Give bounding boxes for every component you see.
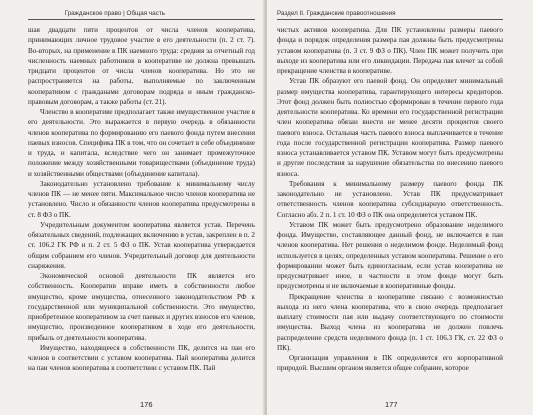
paragraph: Членство в кооперативе предполагает также имущественное участие в его деятельности. Это выражается в первую очередь в обязанности членов кооператива по формированию его паевого фонда путем внесения паевых взносов. Специфика ПК в том, что он сочетает в себе объединение и труда, и капитала, вследствие чего он занимает промежуточное положение между хозяйственными товариществами (объединение труда) и хозяйственными обществами (объединение капитала). [28, 108, 255, 178]
paragraph: Законодательно установлено требование к минимальному числу членов ПК — не менее пяти. Максимальное число членов кооператива не установлено. Число и обязанности членов кооператива предусмотрены в ст. 8 ФЗ о ПК. [28, 179, 255, 219]
paragraph: Требования к минимальному размеру паевого фонда ПК законодательно не установлено. Устав ПК предусматривает ответственность членов кооператива субсидиарную ответственность. Согласно абз. 2 п. 1 ст. 10 ФЗ о ПК она определяется уставом ПК. [277, 179, 503, 219]
running-head-left: Гражданское право | Общая часть [28, 10, 255, 20]
paragraph: Устав ПК образуют его паевой фонд. Он определяет минимальный размер имущества кооператива, гарантирующего интересы кредиторов. Этот фонд должен быть полностью сформирован в течение первого года деятельности кооператива. Ко времени его государственной регистрации член кооператива обязан внести не менее десяти процентов своего паевого взноса. Остальная часть паевого взноса выплачивается в течение года после государственной регистрации кооператива. Размер паевого взноса устанавливается уставом ПК. Уставом могут быть предусмотрены и другие последствия за нарушение обязательства по внесению паевого взноса. [277, 77, 503, 178]
paragraph: чистых активов кооператива. Для ПК установлены размеры паевого фонда и порядок определения размера пая должны быть предусмотрены уставом кооператива (п. 3 ст. 9 ФЗ о ПК). Член ПК может получить при выходе из кооператива или его ликвидации. Передача пая влечет за собой прекращение членства в кооперативе. [277, 26, 503, 75]
paragraph: Уставом ПК может быть предусмотрено образование неделимого фонда. Имущество, составляющее данный фонд, не включается в паи членов кооператива. Нет решения о неделимом фонде. Неделимый фонд используется в целях, определенных уставом кооператива. Решение о его формировании может быть единогласным, если устав кооператива не предусматривает иное, в частности в этом фонде могут быть предусмотрены и не включаемые в кооперативные фонды. [277, 220, 503, 291]
paragraph: Прекращение членства в кооперативе связано с возможностью выхода из него члена кооператива, что в свою очередь предполагает выплату стоимости пая или выдачу соответствующего по стоимости имущества. Выход члена из кооператива не должен повлечь распределение средств неделимого фонда (п. 1 ст. 106.3 ГК, ст. 22 ФЗ о ПК). [277, 292, 503, 352]
page-number-left: 176 [140, 400, 153, 409]
running-head-right: Раздел II. Гражданские правоотношения [277, 10, 503, 20]
left-page-body [28, 25, 255, 374]
paragraph: Имущество, находящееся в собственности ПК, делится на паи его членов в соответствии с уставом кооператива. Пай кооператива делится на паи членов кооператива в соответствии с уставом ПК. Пай [28, 343, 255, 373]
paragraph: Учредительным документом кооператива является устав. Перечень обязательных сведений, подлежащих включению в устав, закреплен в п. 2 ст. 106.2 ГК РФ и п. 2 ст. 5 ФЗ о ПК. Устав кооператива утверждается общим собранием его членов. Учредительный договор для деятельности снаряжения. [28, 220, 255, 270]
paragraph: Экономической основой деятельности ПК является его собственность. Кооператив вправе иметь в собственности любое имущество, кроме имущества, отнесенного законодательством РФ к государственной или муниципальной собственности. Это имущество, приобретенное кооперативом за счет паевых и других взносов его членов, имущество, произведенное кооперативом в ходе его деятельности, прибыль от деятельности кооператива. [28, 272, 255, 342]
paragraph: шая двадцати пяти процентов от числа членов кооператива, принимающих личное трудовое участие в его деятельности (п. 2 ст. 7). Во-вторых, на применение в ПК наемного труда: средняя за отчетный год численность наемных работников в кооперативе не должна превышать тридцати процентов от числа членов кооператива. Но это не распространяется на работы, выполняемые по заключенным кооперативом с гражданами договорам подряда и иным гражданско-правовым договорам, а также работы (ст. 21). [28, 26, 255, 106]
right-page [267, 0, 533, 415]
left-page [0, 0, 265, 415]
paragraph: Организация управления в ПК определяется его корпоративной природой. Высшим органом является общее собрание, которое [277, 354, 503, 373]
right-page-body [277, 25, 503, 374]
page-number-right: 177 [385, 400, 398, 409]
